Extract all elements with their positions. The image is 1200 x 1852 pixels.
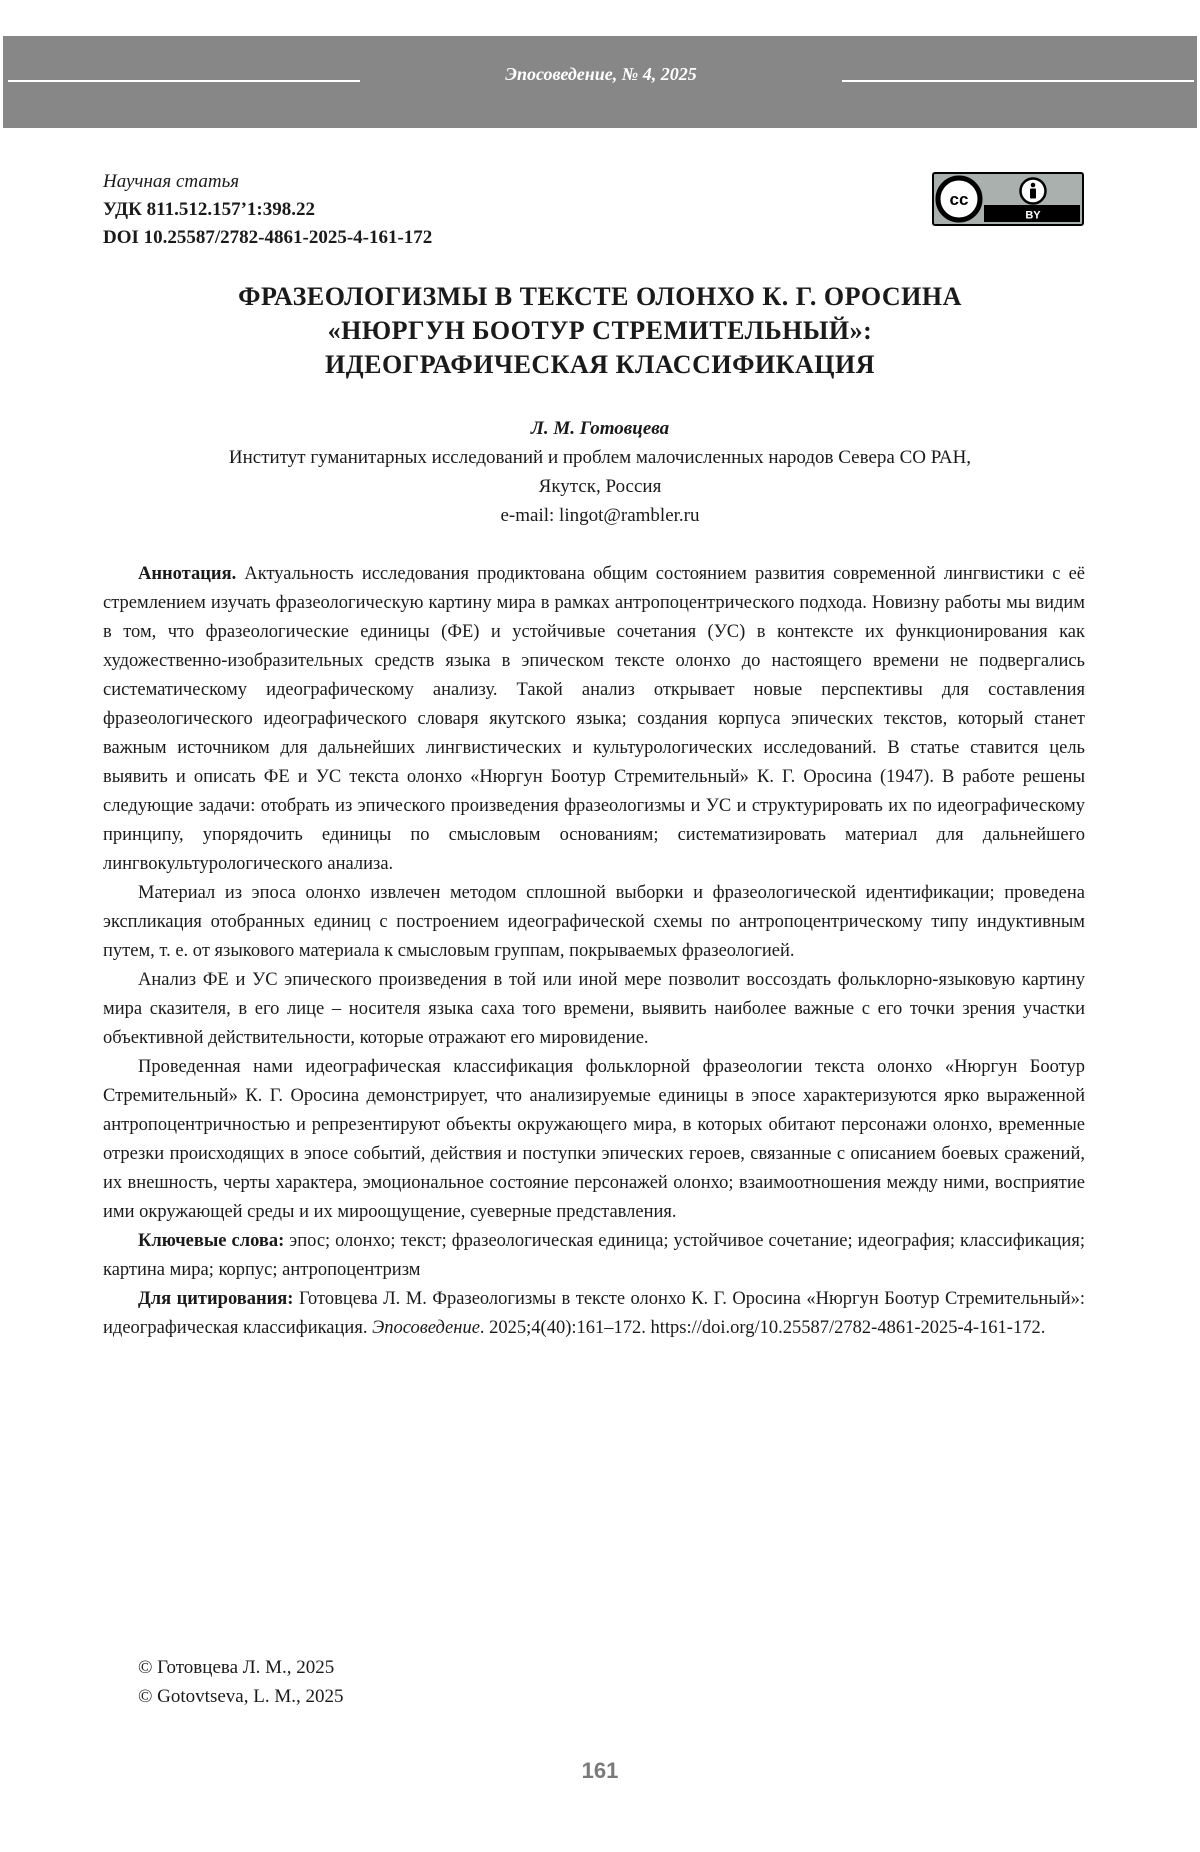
abstract-label: Аннотация.: [138, 564, 237, 584]
keywords-paragraph: [103, 1227, 1085, 1285]
journal-title: Эпосоведение, № 4, 2025: [505, 64, 697, 84]
keywords-text: эпос; олонхо; текст; фразеологическая единица; устойчивое сочетание; идеография; классификация; картина мира; корпус; антропоцентризм: [103, 1231, 1085, 1280]
header-rule-right: [842, 80, 1194, 82]
cc-by-license-badge[interactable]: [932, 172, 1084, 226]
doi: DOI 10.25587/2782-4861-2025-4-161-172: [103, 227, 433, 248]
copyright-block: [138, 1653, 343, 1711]
keywords-label: Ключевые слова:: [138, 1231, 285, 1251]
license-label: BY: [1025, 209, 1041, 222]
article-type: Научная статья: [103, 171, 240, 192]
title-line-1: ФРАЗЕОЛОГИЗМЫ В ТЕКСТЕ ОЛОНХО К. Г. ОРОСИНА: [238, 282, 962, 311]
udk-code: УДК 811.512.157’1:398.22: [103, 199, 315, 220]
title-line-3: ИДЕОГРАФИЧЕСКАЯ КЛАССИФИКАЦИЯ: [325, 350, 875, 379]
abstract-paragraph: Проведенная нами идеографическая классификация фольклорной фразеологии текста олонхо «Нюргун Боотур Стремительный» К. Г. Оросина демонстрирует, что анализируемые единицы в эпосе характеризуются ярко выраженной антропоцентричностью и репрезентируют объекты окружающего мира, в которых обитают персонажи олонхо, временные отрезки происходящих в эпосе событий, действия и поступки эпических героев, связанные с описанием боевых сражений, их внешность, черты характера, эмоциональное состояние персонажей олонхо; взаимоотношения между ними, восприятие ими окружающей среды и их мироощущение, суеверные представления.: [103, 1057, 1085, 1222]
abstract-text: Актуальность исследования продиктована общим состоянием развития современной лингвистики с её стремлением изучать фразеологическую картину мира в рамках антропоцентрического подхода. Новизну работы мы видим в том, что фразеологические единицы (ФЕ) и устойчивые сочетания (УС) в контексте их функционирования как художественно-изобразительных средств языка в эпическом тексте олонхо до настоящего времени не подвергались систематическому идеографическому анализу. Такой анализ открывает новые перспективы для составления фразеологического идеографического словаря якутского языка; создания корпуса эпических текстов, который станет важным источником для дальнейших лингвистических и культурологических исследований. В статье ставится цель выявить и описать ФЕ и УС текста олонхо «Нюргун Боотур Стремительный» К. Г. Оросина (1947). В работе решены следующие задачи: отобрать из эпического произведения фразеологизмы и УС и структурировать их по идеографическому принципу, упорядочить единицы по смысловым основаниям; систематизировать материал для дальнейшего лингвокультурологического анализа.: [103, 564, 1085, 874]
citation-journal: Эпосоведение: [372, 1318, 480, 1338]
citation-paragraph: [103, 1285, 1085, 1343]
title-line-2: «НЮРГУН БООТУР СТРЕМИТЕЛЬНЫЙ»:: [327, 316, 873, 345]
header-rule-left: [8, 80, 360, 82]
citation-label: Для цитирования:: [138, 1289, 294, 1309]
svg-text:cc: cc: [949, 190, 969, 209]
author-location: Якутск, Россия: [538, 476, 662, 497]
abstract-paragraph: [103, 560, 1085, 879]
author-name: Л. М. Готовцева: [530, 418, 670, 439]
author-block: [100, 414, 1100, 530]
abstract-paragraph: Анализ ФЕ и УС эпического произведения в той или иной мере позволит воссоздать фольклорно-языковую картину мира сказителя, в его лице – носителя языка саха того времени, выявить наиболее важные с его точки зрения участки объективной действительности, которые отражают его мировидение.: [103, 970, 1085, 1048]
page-number: 161: [581, 1758, 619, 1783]
cc-icon: [938, 178, 980, 220]
copyright-en: © Gotovtseva, L. M., 2025: [138, 1686, 344, 1707]
author-affiliation: Институт гуманитарных исследований и проблем малочисленных народов Севера СО РАН,: [228, 447, 972, 468]
abstract-section: [103, 560, 1085, 1343]
author-email[interactable]: e-mail: lingot@rambler.ru: [500, 505, 700, 526]
article-meta: [103, 168, 432, 252]
attribution-person-icon: [1021, 179, 1046, 204]
abstract-paragraph: Материал из эпоса олонхо извлечен методом сплошной выборки и фразеологической идентификации; проведена экспликация отобранных единиц с построением идеографической схемы по антропоцентрическому типу индуктивным путем, т. е. от языкового материала к смысловым группам, покрываемых фразеологией.: [103, 883, 1085, 961]
copyright-ru: © Готовцева Л. М., 2025: [138, 1657, 335, 1678]
citation-doi[interactable]: . 2025;4(40):161–172. https://doi.org/10.25587/2782-4861-2025-4-161-172.: [479, 1318, 1046, 1338]
article-title: [120, 280, 1080, 382]
citation-text: Готовцева Л. М. Фразеологизмы в тексте олонхо К. Г. Оросина «Нюргун Боотур Стремительный»: идеографическая классификация.: [103, 1289, 1085, 1338]
